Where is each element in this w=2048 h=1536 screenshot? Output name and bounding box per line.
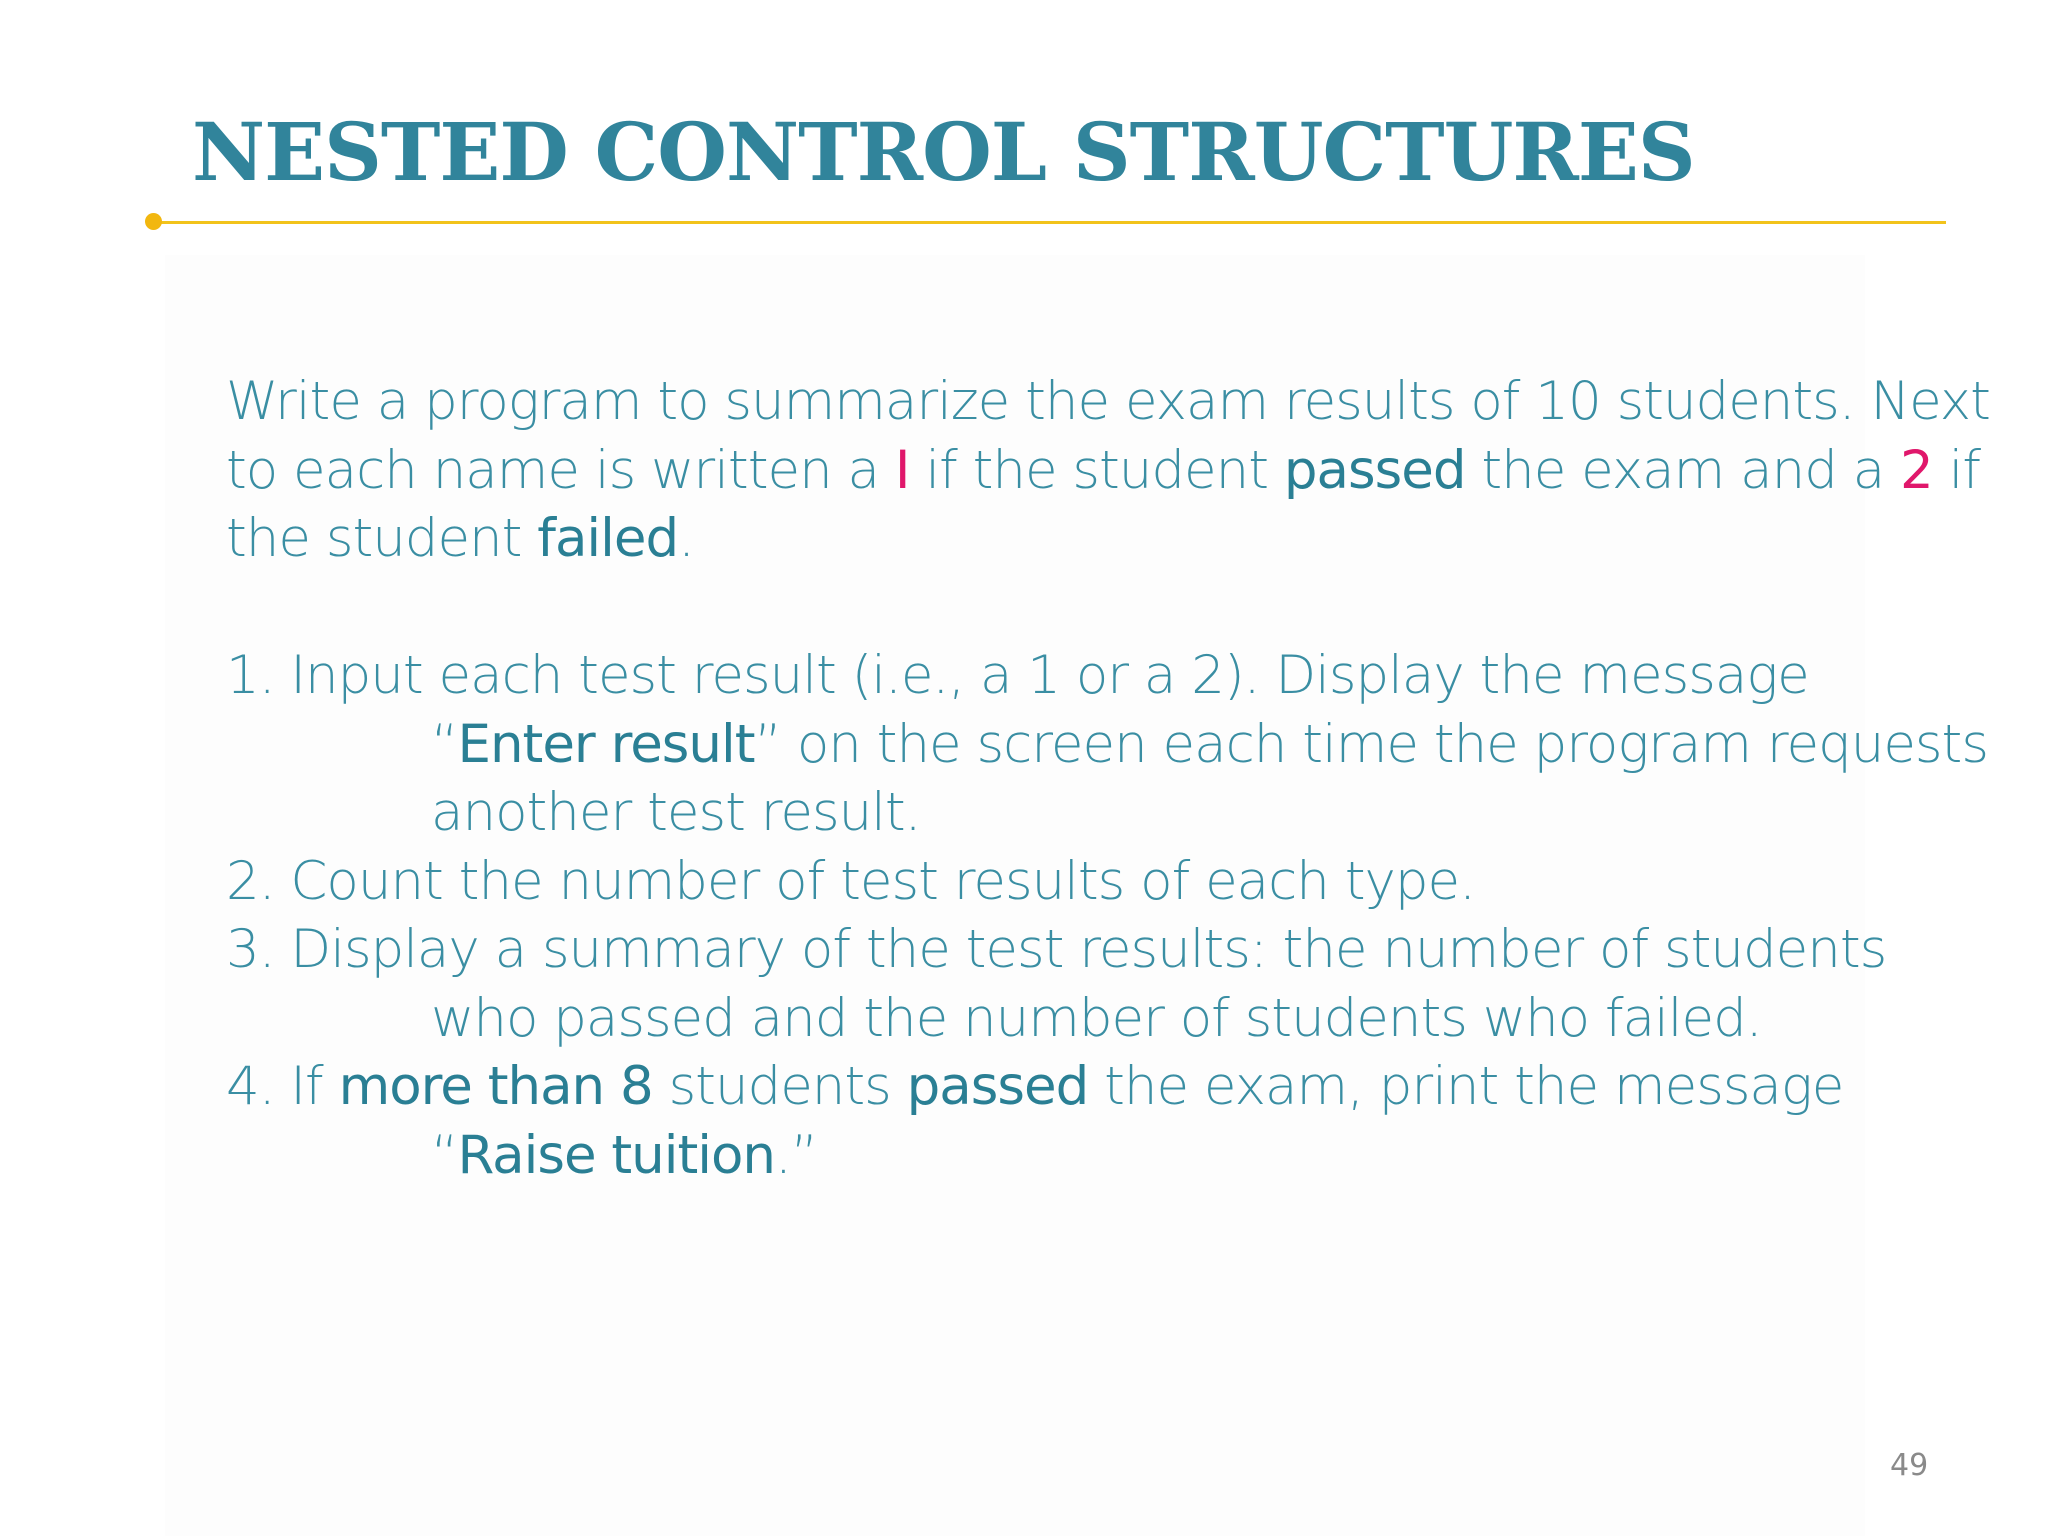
step-2-line-1: 2. Count the number of test results of each type. <box>226 850 1475 912</box>
title-underline <box>153 221 1946 224</box>
intro-line-3: the student failed. <box>226 508 694 569</box>
fail-code: 2 <box>1900 439 1933 501</box>
failed-keyword: failed <box>537 508 679 569</box>
step-3-line-1: 3. Display a summary of the test results: the number of students <box>226 919 1887 980</box>
intro-line-1: Write a program to summarize the exam results of 10 students. Next <box>226 371 1990 432</box>
enter-result-message: Enter result <box>457 713 755 775</box>
title-underline-dot <box>145 213 162 230</box>
step-4-line-1: 4. If more than 8 students passed the exam, print the message <box>226 1056 1844 1117</box>
passed-keyword-2: passed <box>906 1056 1089 1117</box>
step-4-line-2: “Raise tuition.” <box>431 1124 818 1186</box>
step-3-line-2: who passed and the number of students who failed. <box>431 987 1762 1049</box>
pass-code: I <box>894 439 910 501</box>
step-1-line-3: another test result. <box>431 782 921 843</box>
threshold-keyword: more than 8 <box>338 1056 653 1117</box>
step-1-line-1: 1. Input each test result (i.e., a 1 or a 2). Display the message <box>226 645 1809 706</box>
slide-title: NESTED CONTROL STRUCTURES <box>192 105 1695 199</box>
passed-keyword: passed <box>1283 439 1466 501</box>
intro-line-2: to each name is written a I if the student passed the exam and a 2 if <box>226 439 1980 501</box>
slide-body <box>226 368 1990 1190</box>
paragraph-spacer <box>226 574 1866 643</box>
raise-tuition-message: Raise tuition <box>457 1124 776 1186</box>
step-1-line-2: “Enter result” on the screen each time the program requests <box>431 713 1988 775</box>
page-number: 49 <box>1890 1448 1929 1483</box>
